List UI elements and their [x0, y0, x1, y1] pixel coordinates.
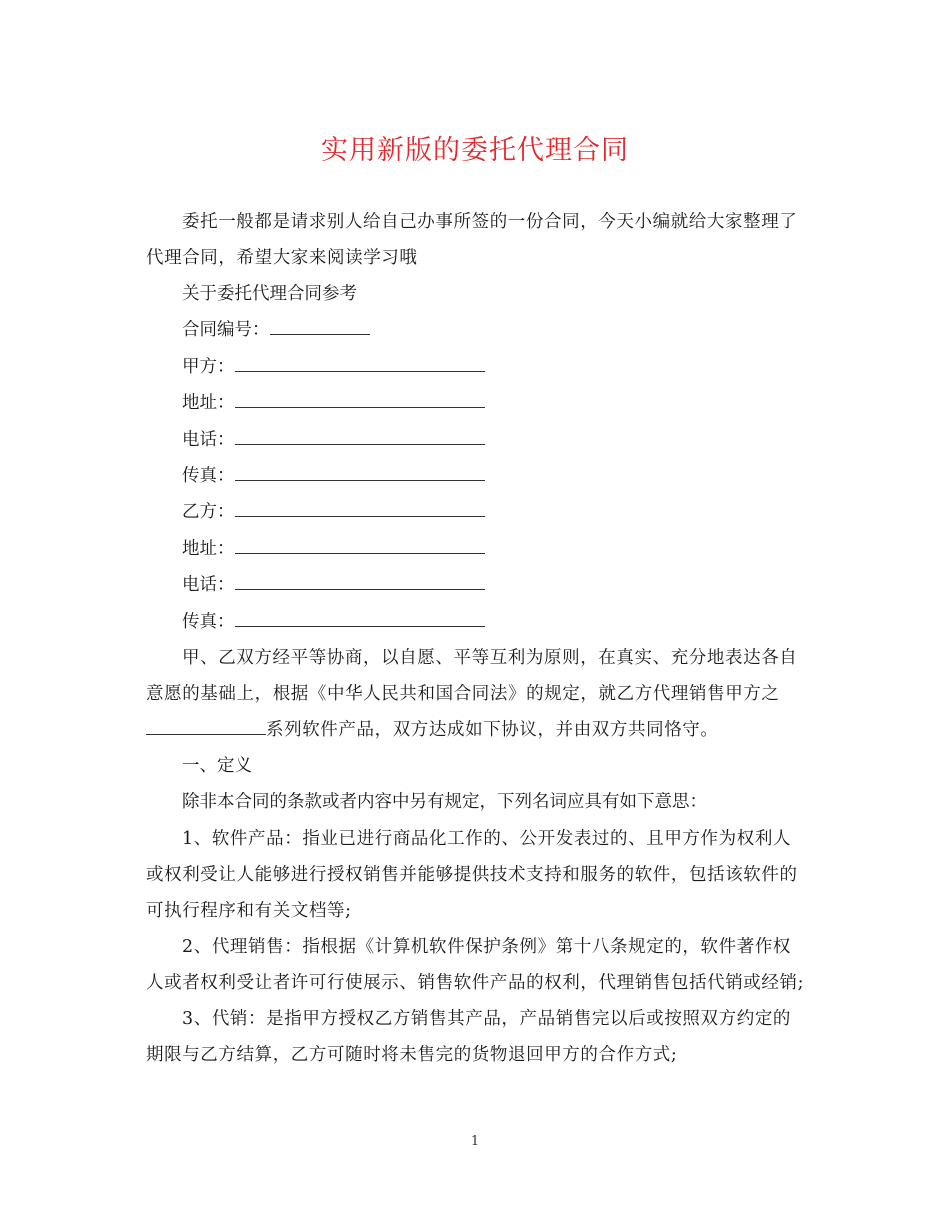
- party-b-phone-label: 电话：: [182, 575, 235, 596]
- party-b-label: 乙方：: [182, 502, 235, 523]
- party-a-phone-field: [146, 422, 806, 458]
- party-b-address-field: [146, 531, 806, 567]
- party-b-address-blank: [235, 541, 485, 554]
- document-title: 实用新版的委托代理合同: [321, 135, 629, 166]
- party-a-fax-label: 传真：: [182, 465, 235, 486]
- party-b-fax-label: 传真：: [182, 611, 235, 632]
- contract-number-blank: [270, 322, 370, 335]
- party-a-address-field: [146, 385, 806, 421]
- party-a-address-label: 地址：: [182, 393, 235, 414]
- contract-number-label: 合同编号：: [182, 320, 270, 341]
- party-a-label: 甲方：: [182, 356, 235, 377]
- party-b-fax-field: [146, 604, 806, 640]
- party-b-fax-blank: [235, 614, 485, 627]
- party-a-fax-blank: [235, 468, 485, 481]
- clause-2: 2、代理销售：指根据《计算机软件保护条例》第十八条规定的，软件著作权人或者权利受让者许可行使展示、销售软件产品的权利，代理销售包括代销或经销;: [146, 936, 805, 993]
- product-series-blank: [146, 722, 266, 735]
- party-a-field: [146, 349, 806, 385]
- party-a-blank: [235, 359, 485, 372]
- party-b-phone-field: [146, 567, 806, 603]
- party-b-address-label: 地址：: [182, 538, 235, 559]
- contract-number-field: [146, 312, 806, 348]
- party-a-fax-field: [146, 458, 806, 494]
- reference-heading: 关于委托代理合同参考: [182, 284, 357, 304]
- intro-paragraph: 委托一般都是请求别人给自己办事所签的一份合同，今天小编就给大家整理了代理合同，希望大家来阅读学习哦: [146, 212, 798, 268]
- party-b-phone-blank: [235, 577, 485, 590]
- party-b-field: [146, 494, 806, 530]
- clause-1: 1、软件产品：指业已进行商品化工作的、公开发表过的、且甲方作为权利人或权利受让人能够进行授权销售并能够提供技术支持和服务的软件，包括该软件的可执行程序和有关文档等;: [146, 828, 798, 921]
- document-body: [146, 204, 806, 1073]
- section-1-title: 一、定义: [182, 755, 252, 776]
- section-1-intro: 除非本合同的条款或者内容中另有规定，下列名词应具有如下意思：: [182, 792, 707, 813]
- party-b-blank: [235, 504, 485, 517]
- party-a-address-blank: [235, 395, 485, 408]
- clause-3: 3、代销：是指甲方授权乙方销售其产品，产品销售完以后或按照双方约定的期限与乙方结算，乙方可随时将未售完的货物退回甲方的合作方式;: [146, 1008, 792, 1065]
- party-a-phone-label: 电话：: [182, 429, 235, 450]
- page-number: 1: [470, 1134, 480, 1149]
- party-a-phone-blank: [235, 432, 485, 445]
- agreement-paragraph: 甲、乙双方经平等协商，以自愿、平等互利为原则，在真实、充分地表达各自意愿的基础上，根据《中华人民共和国合同法》的规定，就乙方代理销售甲方之系列软件产品，双方达成如下协议，并由双方共同恪守。: [146, 647, 798, 740]
